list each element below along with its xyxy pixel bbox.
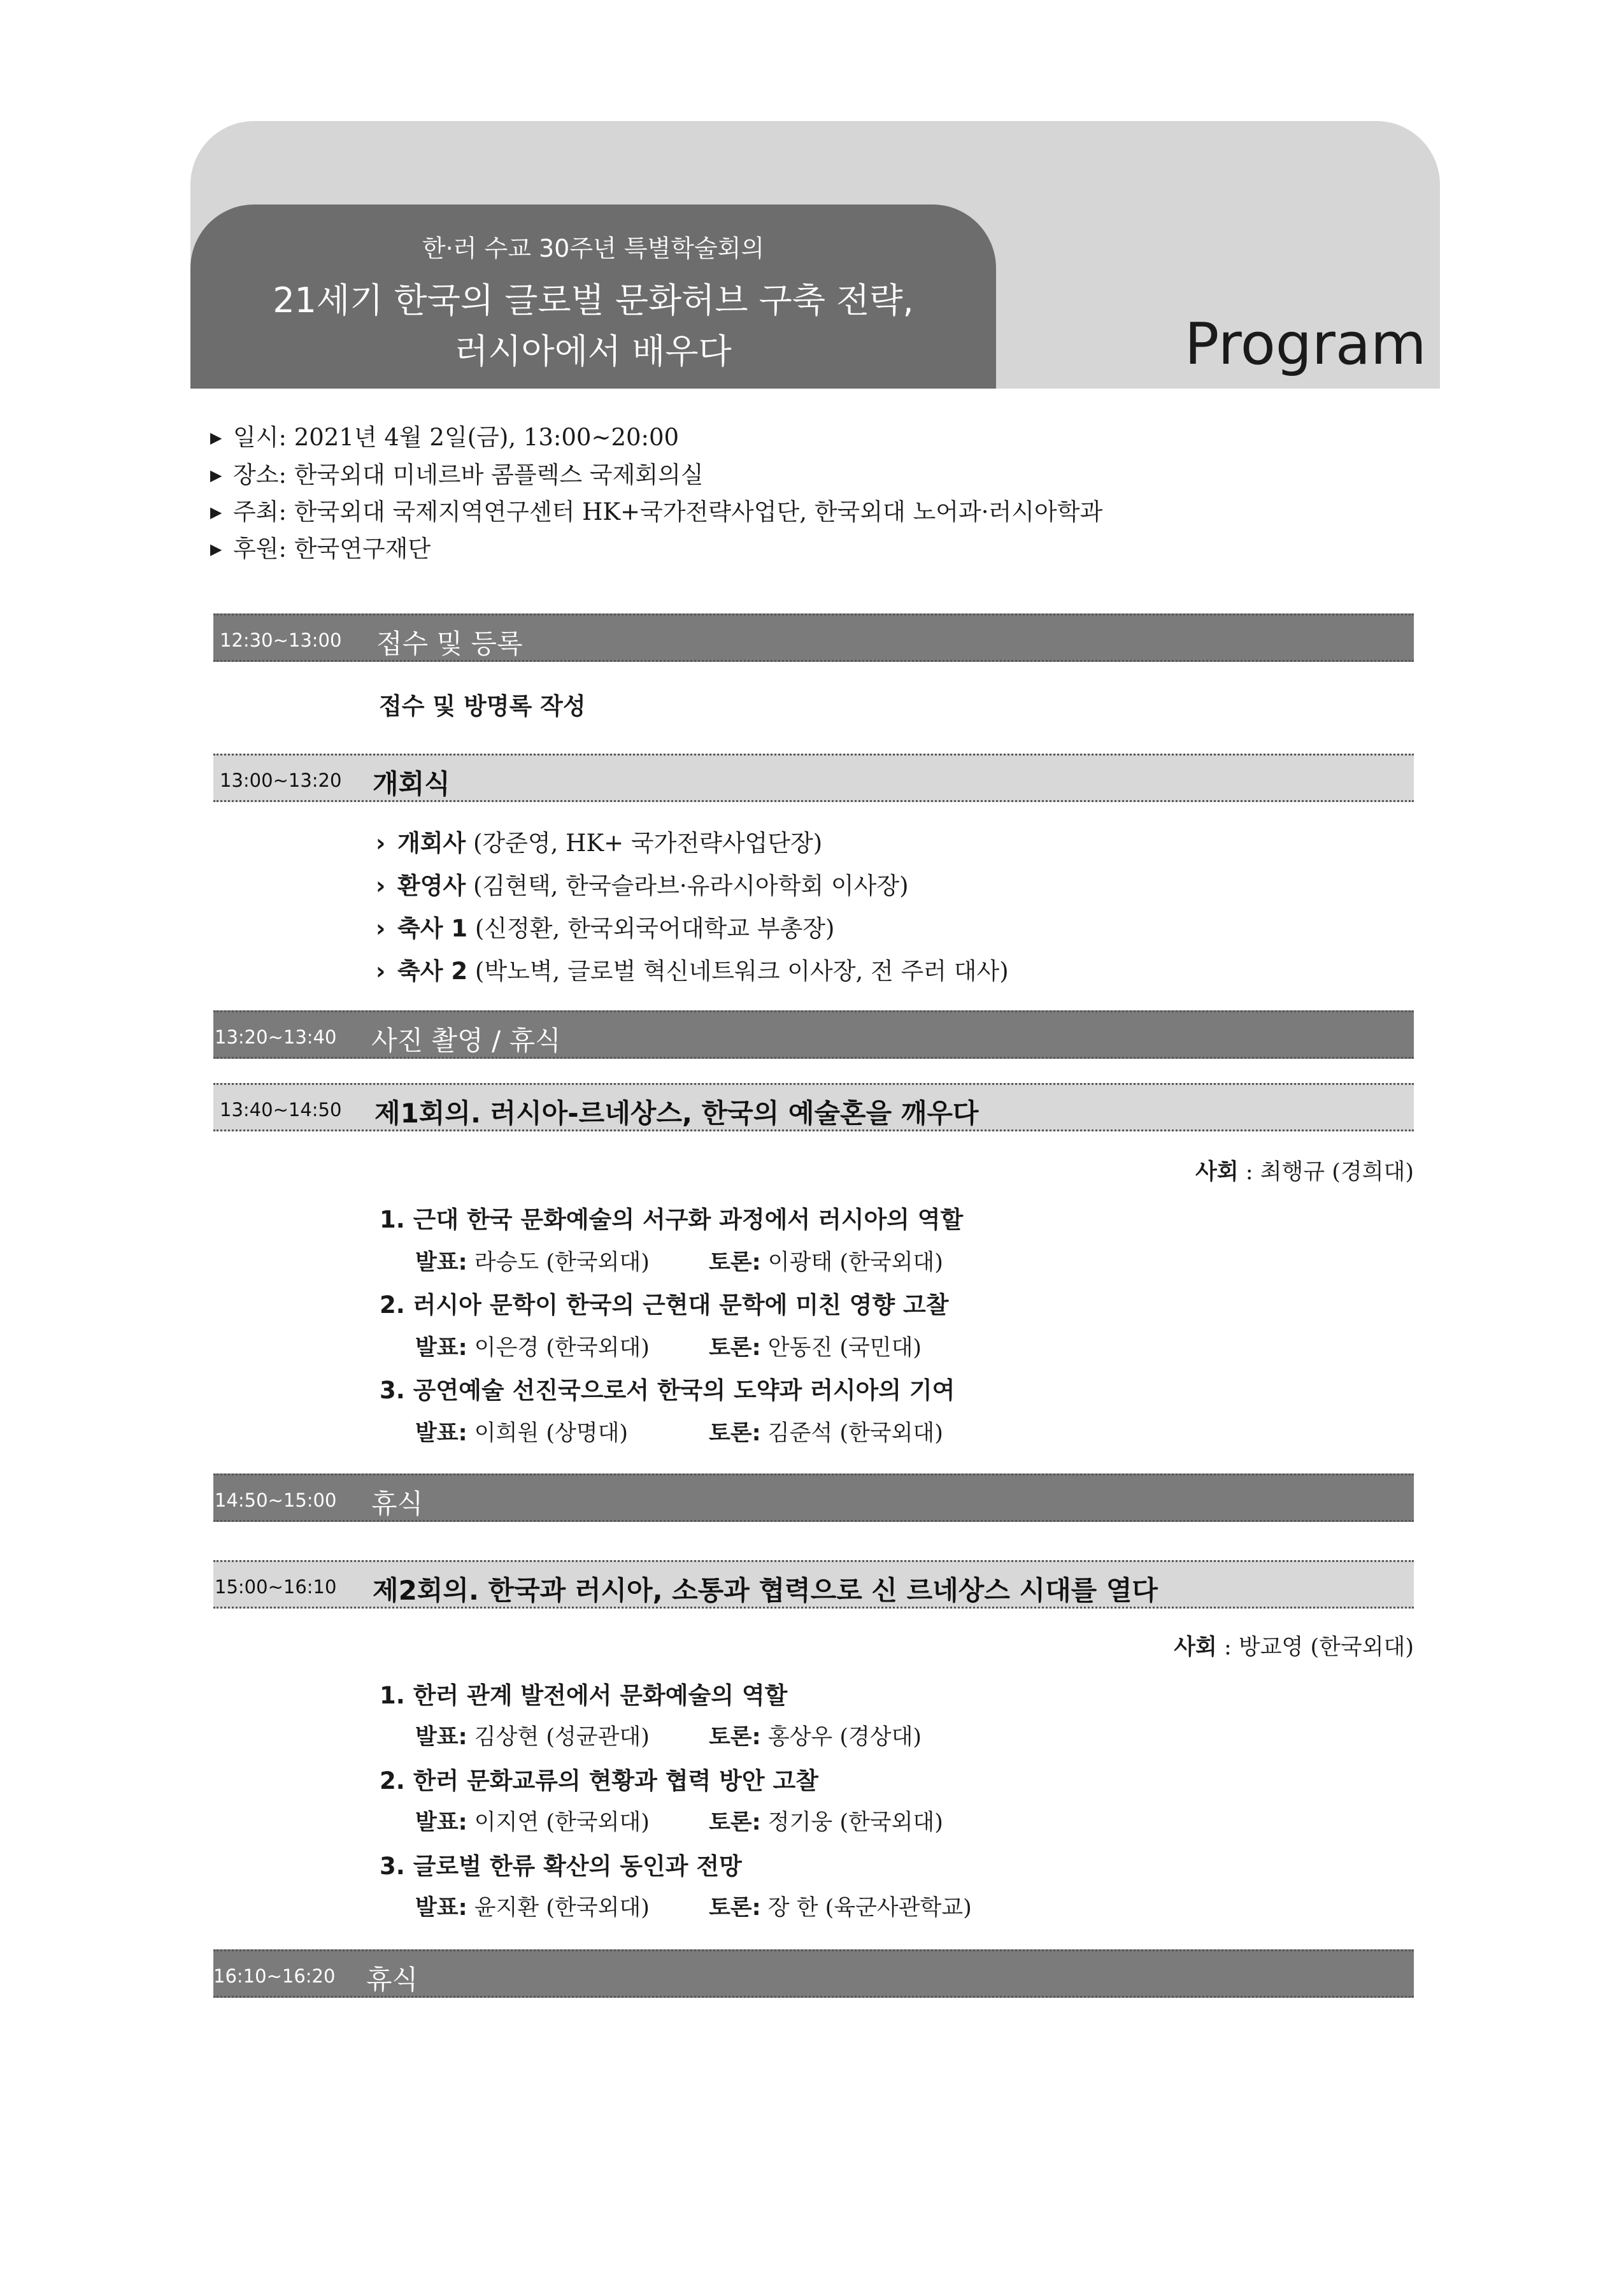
event-title-line2: 러시아에서 배우다 [455,331,732,371]
session2-chair: 사회 : 방교영 (한국외대) [1174,1635,1414,1660]
section-time: 13:20~13:40 [215,1026,337,1048]
triangle-bullet-icon: ▶ [210,503,222,521]
paper-discussant: 토론: 김준석 (한국외대) [709,1421,943,1446]
paper-discussant: 토론: 홍상우 (경상대) [709,1724,922,1750]
session1-chair: 사회 : 최행규 (경희대) [1195,1159,1414,1185]
section-time: 14:50~15:00 [215,1489,337,1511]
triangle-bullet-icon: ▶ [210,466,222,484]
paper-speakers: 발표: 이희원 (상명대) [415,1421,629,1446]
section-title: 제2회의. 한국과 러시아, 소통과 협력으로 신 르네상스 시대를 열다 [373,1575,1158,1606]
opening-item: › 축사 1 (신정환, 한국외국어대학교 부총장) [376,915,835,942]
section-title: 접수 및 등록 [376,628,523,659]
paper-discussant: 토론: 장 한 (육군사관학교) [709,1895,972,1921]
paper-title: 1. 근대 한국 문화예술의 서구화 과정에서 러시아의 역할 [380,1206,964,1233]
opening-item: › 축사 2 (박노벽, 글로벌 혁신네트워크 이사장, 전 주러 대사) [376,957,1009,985]
section-time: 16:10~16:20 [213,1965,336,1987]
paper-title: 2. 러시아 문학이 한국의 근현대 문학에 미친 영향 고찰 [380,1291,949,1319]
paper-title: 1. 한러 관계 발전에서 문화예술의 역할 [380,1682,788,1709]
paper-discussant: 토론: 이광태 (한국외대) [709,1250,943,1275]
section-title: 휴식 [371,1488,424,1519]
section-bar-break1 [213,1473,1414,1522]
section-title: 사진 촬영 / 휴식 [371,1025,561,1056]
section-bar-session1 [213,1083,1414,1131]
section-time: 15:00~16:10 [215,1576,337,1598]
section-bar-opening [213,754,1414,802]
triangle-bullet-icon: ▶ [210,429,222,447]
paper-title: 3. 글로벌 한류 확산의 동인과 전망 [380,1853,742,1880]
section-bar-session2 [213,1560,1414,1609]
paper-discussant: 토론: 안동진 (국민대) [709,1335,922,1361]
chevron-right-icon: › [376,829,386,857]
paper-speakers: 발표: 이은경 (한국외대) [415,1335,650,1361]
info-venue: ▶ 장소: 한국외대 미네르바 콤플렉스 국제회의실 [210,461,704,489]
chevron-right-icon: › [376,872,386,900]
section-time: 13:00~13:20 [220,770,342,791]
section-title: 휴식 [366,1964,418,1995]
chevron-right-icon: › [376,957,386,985]
section-time: 13:40~14:50 [220,1099,342,1121]
section-title: 개회식 [373,768,450,799]
paper-title: 3. 공연예술 선진국으로서 한국의 도약과 러시아의 기여 [380,1377,955,1404]
paper-title: 2. 한러 문화교류의 현황과 협력 방안 고찰 [380,1767,818,1795]
opening-item: › 개회사 (강준영, HK+ 국가전략사업단장) [376,829,823,857]
opening-item: › 환영사 (김현택, 한국슬라브·유라시아학회 이사장) [376,872,909,900]
registration-detail: 접수 및 방명록 작성 [379,692,586,720]
paper-speakers: 발표: 라승도 (한국외대) [415,1250,650,1275]
section-bar-break2 [213,1949,1414,1998]
section-time: 12:30~13:00 [220,629,342,651]
triangle-bullet-icon: ▶ [210,540,222,558]
paper-speakers: 발표: 이지연 (한국외대) [415,1810,650,1835]
info-date: ▶ 일시: 2021년 4월 2일(금), 13:00~20:00 [210,424,680,451]
program-heading: Program [1185,311,1427,378]
event-title-line1: 21세기 한국의 글로벌 문화허브 구축 전략, [273,280,914,320]
paper-speakers: 발표: 김상현 (성균관대) [415,1724,650,1750]
info-host: ▶ 주최: 한국외대 국제지역연구센터 HK+국가전략사업단, 한국외대 노어과·러시아학과 [210,498,1103,526]
paper-speakers: 발표: 윤지환 (한국외대) [415,1895,650,1921]
info-sponsor: ▶ 후원: 한국연구재단 [210,535,431,563]
paper-discussant: 토론: 정기웅 (한국외대) [709,1810,943,1835]
chevron-right-icon: › [376,915,386,942]
section-title: 제1회의. 러시아-르네상스, 한국의 예술혼을 깨우다 [374,1098,979,1129]
event-subtitle: 한·러 수교 30주년 특별학술회의 [422,234,765,262]
section-bar-registration [213,613,1414,662]
section-bar-photo-break [213,1010,1414,1059]
title-block [190,204,996,389]
